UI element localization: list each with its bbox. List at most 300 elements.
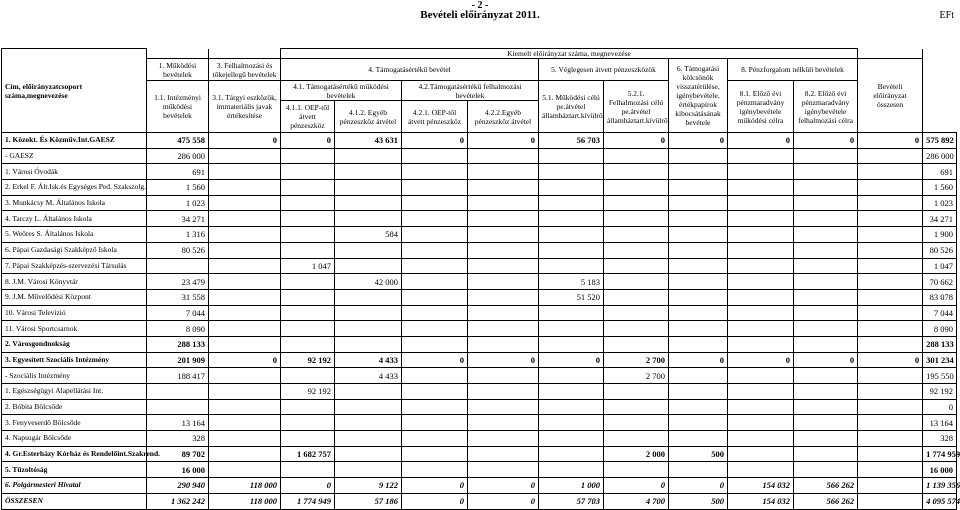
- table-cell: [728, 431, 794, 447]
- table-cell: 83 078: [923, 289, 957, 305]
- table-cell: [794, 368, 858, 384]
- header-c3-1: 3.1. Tárgyi eszközök, immateriális javak értékesítése: [209, 81, 281, 133]
- table-cell: [402, 180, 468, 196]
- table-cell: [728, 258, 794, 274]
- table-cell: [794, 336, 858, 352]
- table-cell: [468, 227, 539, 243]
- table-cell: [209, 274, 281, 290]
- table-cell: [402, 227, 468, 243]
- row-label: 4. Napsugár Bölcsőde: [2, 431, 147, 447]
- table-cell: 9 122: [335, 478, 402, 494]
- table-cell: [209, 415, 281, 431]
- table-cell: 34 271: [147, 211, 209, 227]
- table-cell: [335, 415, 402, 431]
- table-cell: [468, 211, 539, 227]
- table-row: [2, 399, 957, 415]
- row-label: 4. Tarczy L. Általános Iskola: [2, 211, 147, 227]
- table-cell: [402, 195, 468, 211]
- table-cell: [728, 274, 794, 290]
- table-cell: 0: [604, 478, 669, 494]
- table-row: [2, 493, 957, 509]
- table-cell: [728, 164, 794, 180]
- header-c4: 4. Támogatásértékű bevétel: [281, 59, 539, 81]
- table-cell: [209, 164, 281, 180]
- table-cell: 0: [402, 352, 468, 368]
- table-cell: [281, 462, 335, 478]
- table-cell: 201 909: [147, 352, 209, 368]
- table-row: [2, 462, 957, 478]
- table-cell: [794, 321, 858, 337]
- table-cell: [539, 462, 604, 478]
- table-cell: 0: [604, 133, 669, 149]
- table-cell: [604, 384, 669, 400]
- table-row: [2, 195, 957, 211]
- table-cell: 4 700: [604, 493, 669, 509]
- table-cell: [209, 399, 281, 415]
- table-cell: [858, 274, 923, 290]
- table-cell: [539, 399, 604, 415]
- header-total: Bevételi előirányzat összesen: [858, 59, 923, 133]
- table-cell: [539, 195, 604, 211]
- table-cell: 575 892: [923, 133, 957, 149]
- table-cell: 0: [402, 478, 468, 494]
- table-cell: [794, 384, 858, 400]
- row-label: 6. Pápai Gazdasági Szakképző Iskola: [2, 242, 147, 258]
- header-c4-2-2: 4.2.2.Egyéb pénzeszköz átvétel: [468, 101, 539, 133]
- table-cell: [858, 305, 923, 321]
- table-cell: [539, 368, 604, 384]
- table-cell: [468, 431, 539, 447]
- table-cell: [468, 180, 539, 196]
- budget-table: [1, 48, 960, 510]
- table-cell: [858, 384, 923, 400]
- table-cell: [402, 289, 468, 305]
- table-cell: [728, 305, 794, 321]
- table-cell: [728, 462, 794, 478]
- row-label: 3. Munkácsy M. Általános Iskola: [2, 195, 147, 211]
- table-cell: [468, 305, 539, 321]
- table-row: [2, 133, 957, 149]
- table-cell: [281, 321, 335, 337]
- table-cell: [539, 415, 604, 431]
- table-cell: [402, 415, 468, 431]
- table-cell: 80 526: [147, 242, 209, 258]
- table-cell: [402, 399, 468, 415]
- table-cell: [858, 180, 923, 196]
- table-cell: [669, 164, 728, 180]
- header-c4-1-2: 4.1.2. Egyéb pénzeszköz átvétel: [335, 101, 402, 133]
- table-cell: [858, 242, 923, 258]
- table-cell: [209, 431, 281, 447]
- table-cell: [858, 446, 923, 462]
- table-cell: 1 560: [147, 180, 209, 196]
- table-cell: [858, 258, 923, 274]
- table-cell: [468, 368, 539, 384]
- table-cell: [794, 415, 858, 431]
- table-cell: [669, 305, 728, 321]
- table-cell: [468, 258, 539, 274]
- table-cell: 1 047: [923, 258, 957, 274]
- header-group-top: Kiemelt előirányzat száma, megnevezése: [281, 49, 858, 59]
- table-cell: [539, 431, 604, 447]
- table-cell: 16 000: [923, 462, 957, 478]
- table-cell: 288 133: [923, 336, 957, 352]
- table-cell: 286 000: [147, 148, 209, 164]
- header-c3: 3. Felhalmozási és tőkejellegű bevételek: [209, 59, 281, 81]
- table-cell: [669, 242, 728, 258]
- table-cell: [281, 211, 335, 227]
- table-cell: [335, 180, 402, 196]
- table-row: [2, 305, 957, 321]
- table-cell: 16 000: [147, 462, 209, 478]
- table-cell: 0: [669, 352, 728, 368]
- table-cell: [468, 384, 539, 400]
- table-cell: 0: [402, 493, 468, 509]
- table-cell: [209, 368, 281, 384]
- table-cell: [539, 384, 604, 400]
- table-cell: [669, 384, 728, 400]
- row-label: 6. Polgármesteri Hivatal: [2, 478, 147, 494]
- table-cell: [728, 195, 794, 211]
- table-cell: [335, 399, 402, 415]
- table-cell: [209, 195, 281, 211]
- table-cell: 566 262: [794, 478, 858, 494]
- table-cell: 0: [728, 352, 794, 368]
- table-row: [2, 180, 957, 196]
- table-cell: 188 417: [147, 368, 209, 384]
- table-cell: [858, 478, 923, 494]
- header-c6: 6. Támogatási kölcsönök visszatérülése, igénybevétele, értékpapírok kibocsátásának bevétele: [669, 59, 728, 133]
- table-cell: 7 044: [147, 305, 209, 321]
- table-cell: [539, 336, 604, 352]
- table-cell: 288 133: [147, 336, 209, 352]
- table-cell: 691: [923, 164, 957, 180]
- table-cell: 0: [858, 352, 923, 368]
- table-cell: [669, 258, 728, 274]
- table-cell: [794, 258, 858, 274]
- table-cell: [728, 399, 794, 415]
- row-label: - GAESZ: [2, 148, 147, 164]
- table-cell: [335, 462, 402, 478]
- table-cell: 80 526: [923, 242, 957, 258]
- table-cell: [402, 431, 468, 447]
- table-cell: [335, 336, 402, 352]
- table-cell: [335, 289, 402, 305]
- table-cell: 1 682 757: [281, 446, 335, 462]
- table-cell: 0: [858, 133, 923, 149]
- table-row: [2, 321, 957, 337]
- table-cell: [402, 274, 468, 290]
- table-cell: [468, 415, 539, 431]
- table-cell: 0: [402, 133, 468, 149]
- table-cell: 1 560: [923, 180, 957, 196]
- table-cell: 4 095 574: [923, 493, 957, 509]
- header-name-column: Cím, előirányzatcsoport száma,megnevezése: [2, 49, 147, 133]
- table-cell: [281, 399, 335, 415]
- row-label: ÖSSZESEN: [2, 493, 147, 509]
- header-c5-1: 5.1. Működési célú pe.átvétel államháztart.kívülről: [539, 81, 604, 133]
- table-cell: [669, 462, 728, 478]
- table-cell: [402, 336, 468, 352]
- table-cell: [604, 180, 669, 196]
- table-cell: [209, 242, 281, 258]
- table-cell: [209, 446, 281, 462]
- table-cell: [402, 148, 468, 164]
- table-cell: 92 192: [281, 352, 335, 368]
- table-cell: [604, 227, 669, 243]
- table-cell: [402, 321, 468, 337]
- table-cell: [858, 493, 923, 509]
- table-cell: [468, 148, 539, 164]
- table-cell: [335, 431, 402, 447]
- table-cell: 0: [281, 478, 335, 494]
- table-row: [2, 478, 957, 494]
- table-cell: [794, 227, 858, 243]
- table-cell: [858, 399, 923, 415]
- table-cell: [539, 148, 604, 164]
- table-cell: [402, 305, 468, 321]
- table-row: [2, 352, 957, 368]
- table-cell: [669, 321, 728, 337]
- table-row: [2, 368, 957, 384]
- table-cell: 1 774 949: [281, 493, 335, 509]
- table-cell: [604, 289, 669, 305]
- table-cell: [281, 431, 335, 447]
- table-cell: [669, 227, 728, 243]
- table-cell: 1 900: [923, 227, 957, 243]
- header-c4-1-1: 4.1.1. OEP-től átvett pénzeszköz: [281, 101, 335, 133]
- table-cell: [728, 384, 794, 400]
- table-cell: 0: [669, 478, 728, 494]
- currency-unit: EFt: [939, 10, 954, 21]
- table-cell: [794, 164, 858, 180]
- table-cell: [794, 180, 858, 196]
- header-c8: 8. Pénzforgalom nélküli bevételek: [728, 59, 858, 81]
- table-row: [2, 289, 957, 305]
- table-cell: 43 631: [335, 133, 402, 149]
- table-cell: 0: [468, 493, 539, 509]
- table-cell: 154 032: [728, 493, 794, 509]
- table-cell: 2 700: [604, 368, 669, 384]
- table-cell: [794, 148, 858, 164]
- table-cell: [209, 180, 281, 196]
- table-cell: 2 700: [604, 352, 669, 368]
- table-cell: [669, 399, 728, 415]
- table-cell: [728, 227, 794, 243]
- table-cell: [728, 289, 794, 305]
- table-cell: [794, 274, 858, 290]
- table-cell: [147, 399, 209, 415]
- table-cell: [858, 431, 923, 447]
- table-row: [2, 227, 957, 243]
- table-cell: 2 000: [604, 446, 669, 462]
- table-cell: 23 479: [147, 274, 209, 290]
- table-row: [2, 211, 957, 227]
- table-cell: [794, 305, 858, 321]
- table-cell: [147, 384, 209, 400]
- row-label: 1. Közokt. És Közműv.Int.GAESZ: [2, 133, 147, 149]
- table-cell: [281, 415, 335, 431]
- table-cell: [858, 462, 923, 478]
- table-row: [2, 446, 957, 462]
- row-label: 5. Weöres S. Általános Iskola: [2, 227, 147, 243]
- table-cell: 42 000: [335, 274, 402, 290]
- header-c8-1: 8.1. Előző évi pénzmaradvány igénybevétele működési célra: [728, 81, 794, 133]
- table-cell: [281, 195, 335, 211]
- table-cell: 0: [281, 133, 335, 149]
- table-cell: 8 090: [147, 321, 209, 337]
- table-cell: [858, 321, 923, 337]
- table-cell: [858, 148, 923, 164]
- table-cell: 0: [728, 133, 794, 149]
- table-cell: [728, 242, 794, 258]
- table-cell: [281, 368, 335, 384]
- table-cell: 118 000: [209, 493, 281, 509]
- table-cell: [669, 289, 728, 305]
- table-cell: [794, 446, 858, 462]
- row-label: 8. J.M. Városi Könyvtár: [2, 274, 147, 290]
- table-cell: 0: [468, 133, 539, 149]
- table-cell: [858, 368, 923, 384]
- table-cell: 31 558: [147, 289, 209, 305]
- table-row: [2, 258, 957, 274]
- table-cell: [669, 336, 728, 352]
- table-cell: 0: [209, 352, 281, 368]
- table-cell: [794, 195, 858, 211]
- table-cell: [402, 211, 468, 227]
- table-cell: [402, 384, 468, 400]
- table-cell: 1 000: [539, 478, 604, 494]
- table-cell: [468, 462, 539, 478]
- table-cell: 1 047: [281, 258, 335, 274]
- table-cell: [794, 462, 858, 478]
- table-cell: [728, 415, 794, 431]
- table-cell: [858, 336, 923, 352]
- table-cell: 1 362 242: [147, 493, 209, 509]
- row-label: 3. Fenyveserdő Bölcsőde: [2, 415, 147, 431]
- table-cell: 0: [669, 133, 728, 149]
- table-cell: [858, 211, 923, 227]
- table-cell: [794, 289, 858, 305]
- table-cell: [539, 164, 604, 180]
- table-cell: [604, 242, 669, 258]
- page-number: - 2 -: [471, 0, 489, 11]
- table-cell: [539, 321, 604, 337]
- header-c1: 1. Működési bevételek: [147, 59, 209, 81]
- table-cell: [669, 148, 728, 164]
- table-row: [2, 384, 957, 400]
- table-cell: 1 023: [147, 195, 209, 211]
- table-cell: 1 023: [923, 195, 957, 211]
- table-cell: 5 183: [539, 274, 604, 290]
- table-cell: [281, 336, 335, 352]
- table-cell: [468, 289, 539, 305]
- table-cell: [539, 258, 604, 274]
- table-cell: 92 192: [281, 384, 335, 400]
- table-cell: [468, 446, 539, 462]
- table-cell: [794, 399, 858, 415]
- table-cell: [539, 446, 604, 462]
- table-cell: 57 186: [335, 493, 402, 509]
- row-label: 11. Városi Sportcsarnok: [2, 321, 147, 337]
- table-cell: [402, 446, 468, 462]
- row-label: 7. Pápai Szakképzés-szervezési Társulás: [2, 258, 147, 274]
- table-cell: [281, 242, 335, 258]
- table-cell: [281, 274, 335, 290]
- table-cell: [604, 305, 669, 321]
- table-row: [2, 336, 957, 352]
- table-cell: [209, 289, 281, 305]
- table-cell: [728, 321, 794, 337]
- table-cell: [209, 321, 281, 337]
- table-cell: [335, 258, 402, 274]
- table-cell: [335, 148, 402, 164]
- header-c8-2: 8.2. Előző évi pénzmaradvány igénybevétele felhalmozási célra: [794, 81, 858, 133]
- table-cell: [539, 305, 604, 321]
- table-cell: [604, 321, 669, 337]
- table-cell: [468, 164, 539, 180]
- table-cell: 7 044: [923, 305, 957, 321]
- table-cell: [209, 305, 281, 321]
- table-cell: [281, 227, 335, 243]
- table-row: [2, 415, 957, 431]
- row-label: 4. Gr.Esterházy Kórház és Rendelőint.Szakrend.: [2, 446, 147, 462]
- row-label: 2. Erkel F. Ált.Isk.és Egységes Ped. Szakszolg.: [2, 180, 147, 196]
- table-cell: [335, 195, 402, 211]
- table-row: [2, 274, 957, 290]
- table-cell: [468, 195, 539, 211]
- table-cell: 301 234: [923, 352, 957, 368]
- table-cell: [539, 242, 604, 258]
- table-cell: [539, 180, 604, 196]
- table-cell: [209, 211, 281, 227]
- table-cell: [604, 258, 669, 274]
- table-cell: [669, 368, 728, 384]
- table-cell: [604, 164, 669, 180]
- table-cell: [604, 211, 669, 227]
- table-cell: [669, 274, 728, 290]
- table-cell: [468, 242, 539, 258]
- table-cell: 70 662: [923, 274, 957, 290]
- table-cell: [281, 148, 335, 164]
- table-cell: [728, 446, 794, 462]
- table-cell: 8 090: [923, 321, 957, 337]
- table-cell: [402, 164, 468, 180]
- table-row: [2, 242, 957, 258]
- table-cell: [728, 336, 794, 352]
- table-cell: 13 164: [923, 415, 957, 431]
- table-cell: 0: [794, 352, 858, 368]
- table-cell: [728, 211, 794, 227]
- table-cell: [335, 321, 402, 337]
- table-cell: [147, 258, 209, 274]
- table-cell: 0: [923, 399, 957, 415]
- table-cell: 13 164: [147, 415, 209, 431]
- table-cell: 500: [669, 446, 728, 462]
- table-cell: [858, 415, 923, 431]
- table-cell: [402, 258, 468, 274]
- table-cell: [858, 289, 923, 305]
- table-cell: [468, 321, 539, 337]
- table-cell: 0: [468, 352, 539, 368]
- table-cell: 0: [794, 133, 858, 149]
- table-cell: 51 520: [539, 289, 604, 305]
- table-cell: [604, 336, 669, 352]
- table-cell: [335, 305, 402, 321]
- table-cell: 1 316: [147, 227, 209, 243]
- table-cell: [728, 180, 794, 196]
- table-body: [2, 133, 960, 510]
